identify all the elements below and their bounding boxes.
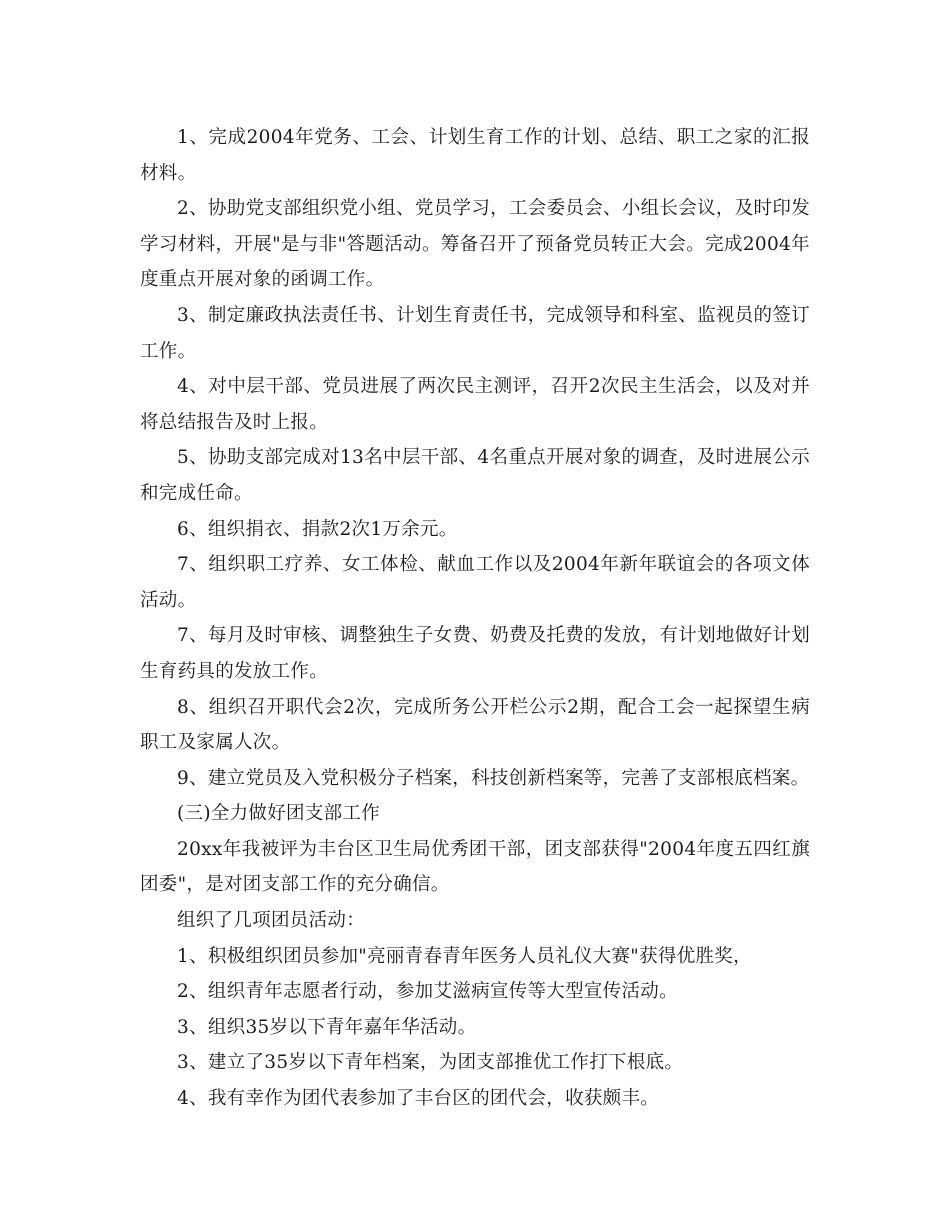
list-item: 4、我有幸作为团代表参加了丰台区的团代会，收获颇丰。: [177, 1088, 660, 1110]
paragraph: 8、组织召开职代会2次，完成所务公开栏公示2期，配合工会一起探望生病职工及家属人次。: [140, 696, 810, 754]
paragraph: 20xx年我被评为丰台区卫生局优秀团干部，团支部获得"2004年度五四红旗团委"，是对团支部工作的充分确信。: [140, 838, 810, 896]
paragraph: 3、制定廉政执法责任书、计划生育责任书，完成领导和科室、监视员的签订工作。: [140, 304, 810, 362]
list-item: 2、组织青年志愿者行动，参加艾滋病宣传等大型宣传活动。: [177, 981, 678, 1003]
paragraph: 4、对中层干部、党员进展了两次民主测评，召开2次民主生活会，以及对并将总结报告及时上报。: [140, 376, 810, 433]
paragraph: 组织了几项团员活动：: [177, 910, 366, 932]
paragraph: 6、组织捐衣、捐款2次1万余元。: [177, 518, 458, 540]
paragraph: 7、组织职工疗养、女工体检、献血工作以及2004年新年联谊会的各项文体活动。: [140, 554, 810, 611]
paragraph: 9、建立党员及入党积极分子档案，科技创新档案等，完善了支部根底档案。: [177, 767, 810, 789]
section-heading: (三)全力做好团支部工作: [177, 803, 381, 825]
list-item: 3、组织35岁以下青年嘉年华活动。: [177, 1016, 477, 1038]
paragraph: 2、协助党支部组织党小组、党员学习，工会委员会、小组长会议，及时印发学习材料，开展"是与非"答题活动。筹备召开了预备党员转正大会。完成2004年度重点开展对象的函调工作。: [140, 198, 810, 291]
list-item: 3、建立了35岁以下青年档案，为团支部推优工作打下根底。: [177, 1052, 684, 1074]
document-body: [140, 120, 810, 1117]
paragraph: 7、每月及时审核、调整独生子女费、奶费及托费的发放，有计划地做好计划生育药具的发放工作。: [140, 625, 810, 682]
paragraph: 5、协助支部完成对13名中层干部、4名重点开展对象的调查，及时进展公示和完成任命。: [140, 447, 810, 504]
paragraph: 1、完成2004年党务、工会、计划生育工作的计划、总结、职工之家的汇报材料。: [140, 127, 810, 184]
list-item: 1、积极组织团员参加"亮丽青春青年医务人员礼仪大赛"获得优胜奖，: [177, 945, 752, 967]
